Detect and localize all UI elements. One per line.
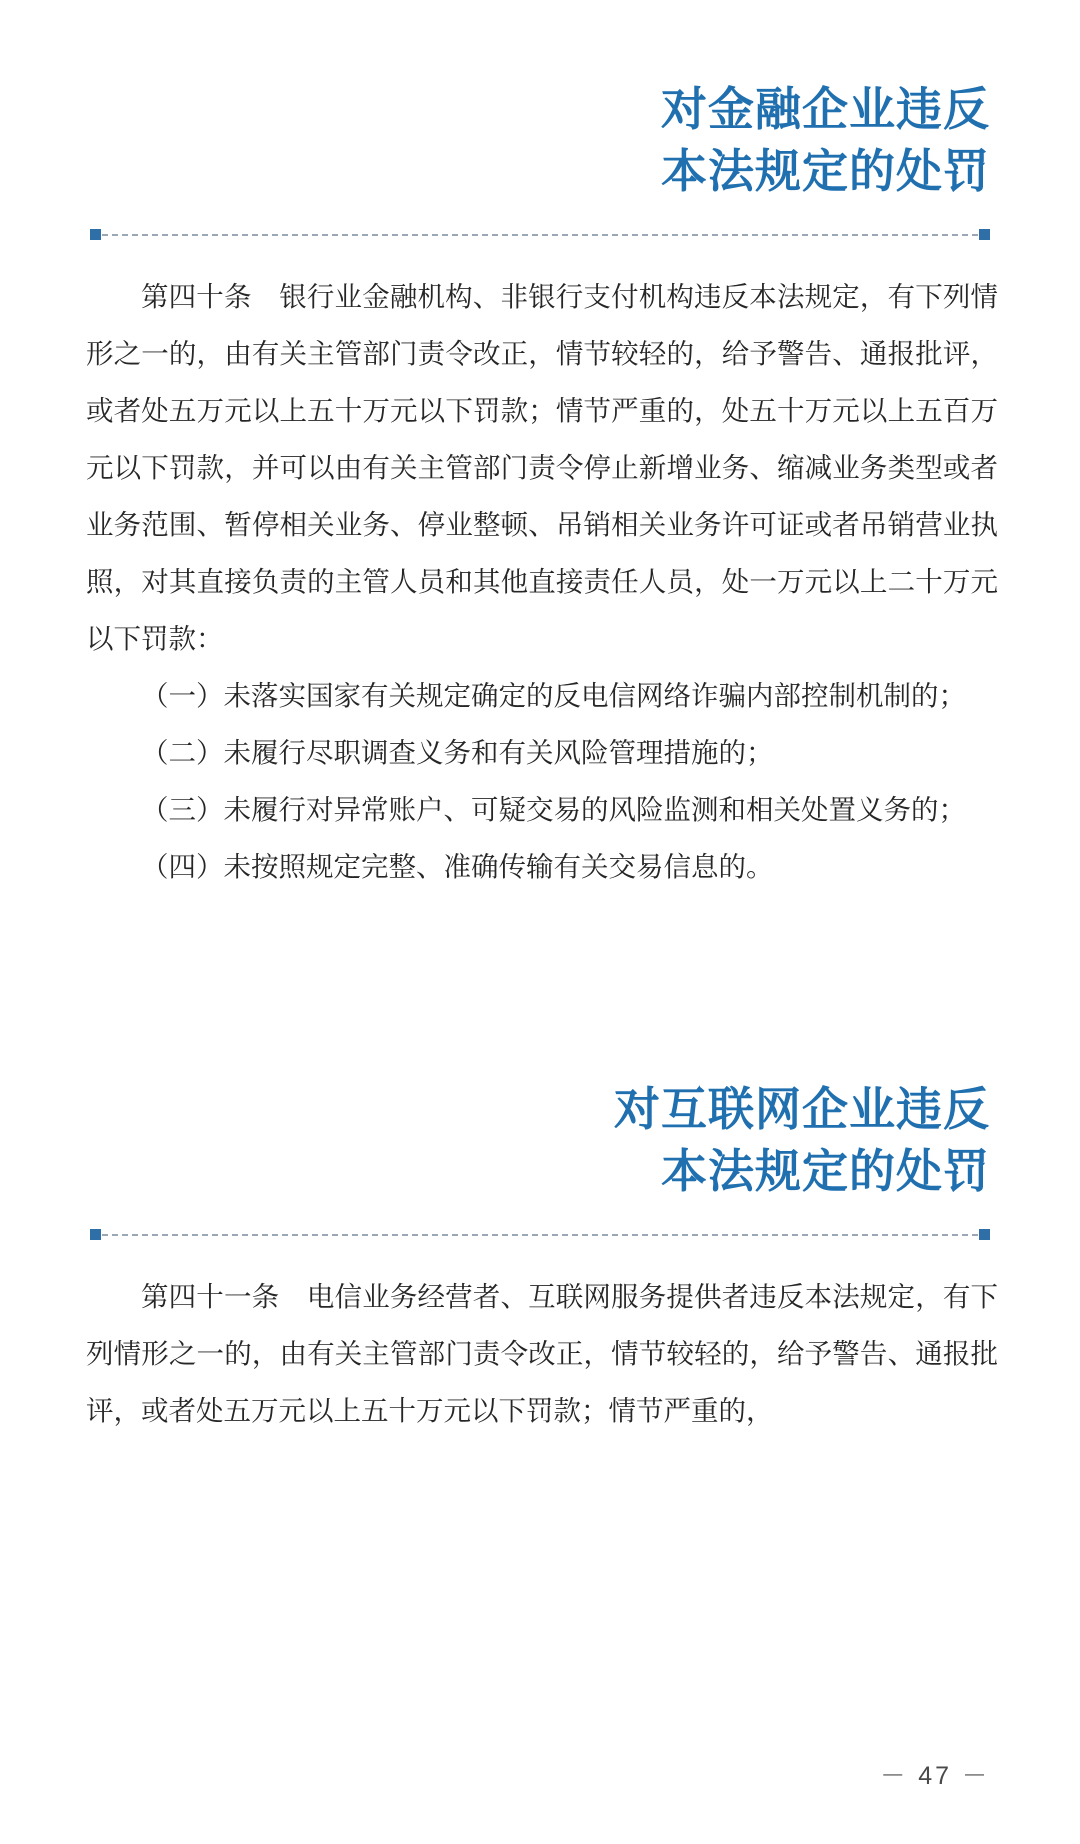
section-heading bbox=[0, 78, 1080, 202]
divider-dashes bbox=[102, 1234, 978, 1236]
page-number: － 47 － bbox=[880, 1762, 990, 1790]
section-heading-line-2: 本法规定的处罚 bbox=[661, 1145, 990, 1197]
section-heading bbox=[0, 1078, 1080, 1202]
divider-cap-left bbox=[90, 229, 101, 240]
section-divider bbox=[90, 1228, 990, 1242]
paragraph: （二）未履行尽职调查义务和有关风险管理措施的； bbox=[141, 737, 774, 768]
paragraph: 第四十条 银行业金融机构、非银行支付机构违反本法规定，有下列情形之一的，由有关主管部门责令改正，情节较轻的，给予警告、通报批评，或者处五万元以上五十万元以下罚款；情节严重的，处五十万元以上五百万元以下罚款，并可以由有关主管部门责令停止新增业务、缩减业务类型或者业务范围、暂停相关业务、停业整顿、吊销相关业务许可证或者吊销营业执照，对其直接负责的主管人员和其他直接责任人员，处一万元以上二十万元以下罚款： bbox=[86, 281, 998, 654]
section-financial-penalties bbox=[0, 78, 1080, 895]
divider-cap-right bbox=[979, 1229, 990, 1240]
divider-cap-right bbox=[979, 229, 990, 240]
section-heading-line-2: 本法规定的处罚 bbox=[661, 145, 990, 197]
section-body bbox=[86, 268, 998, 895]
paragraph: （四）未按照规定完整、准确传输有关交易信息的。 bbox=[141, 851, 774, 882]
divider-dashes bbox=[102, 234, 978, 236]
section-body bbox=[86, 1268, 998, 1439]
section-heading-line-1: 对金融企业违反 bbox=[661, 83, 990, 135]
paragraph: （一）未落实国家有关规定确定的反电信网络诈骗内部控制机制的； bbox=[141, 680, 966, 711]
divider-cap-left bbox=[90, 1229, 101, 1240]
section-internet-penalties bbox=[0, 1078, 1080, 1439]
section-divider bbox=[90, 228, 990, 242]
section-heading-line-1: 对互联网企业违反 bbox=[614, 1083, 990, 1135]
paragraph: （三）未履行对异常账户、可疑交易的风险监测和相关处置义务的； bbox=[141, 794, 966, 825]
paragraph: 第四十一条 电信业务经营者、互联网服务提供者违反本法规定，有下列情形之一的，由有关主管部门责令改正，情节较轻的，给予警告、通报批评，或者处五万元以上五十万元以下罚款；情节严重的， bbox=[86, 1281, 998, 1426]
